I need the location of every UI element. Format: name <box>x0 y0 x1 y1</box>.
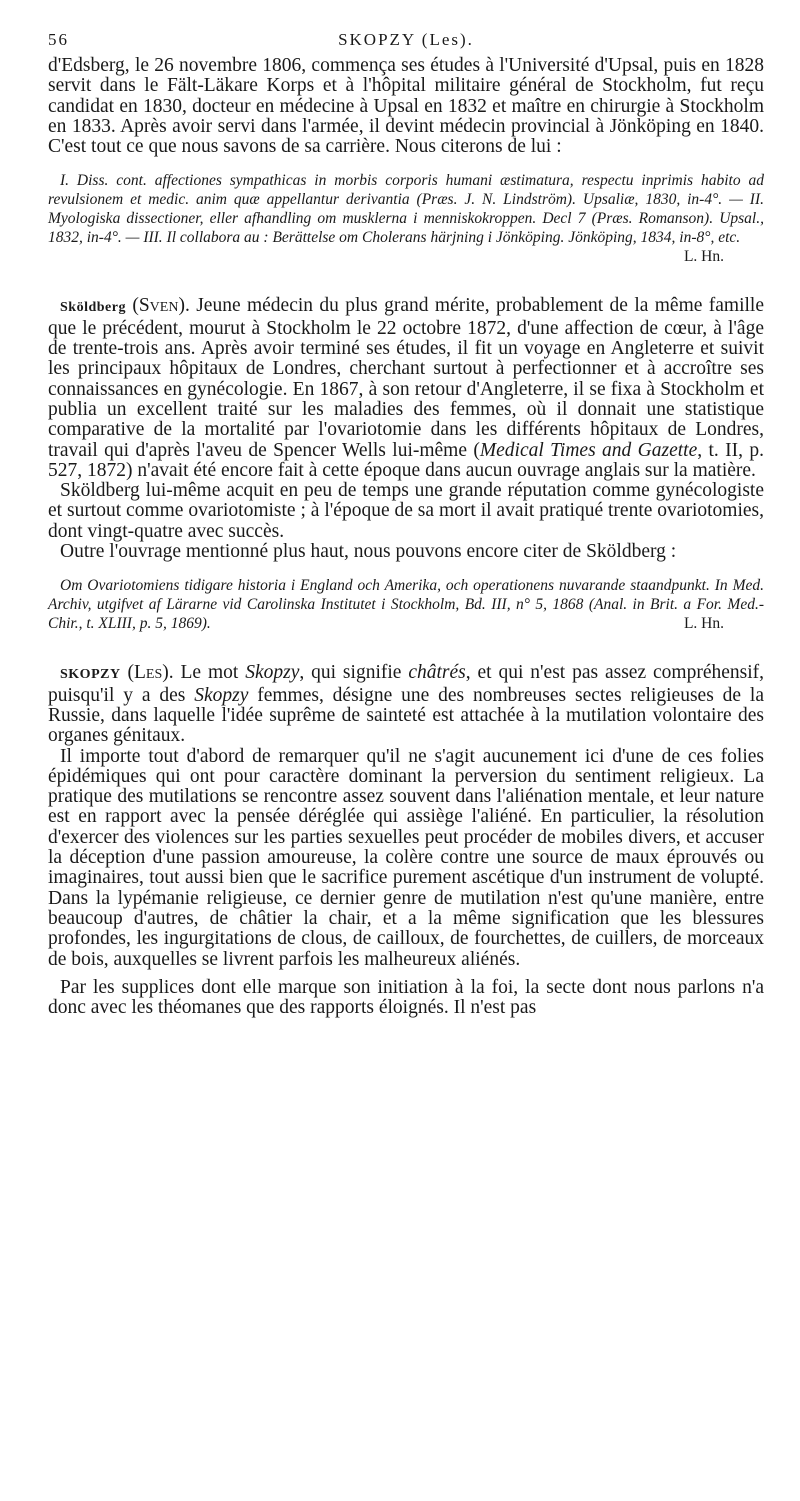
skopzy-paragraph-3: Par les supplices dont elle marque son initiation à la foi, la secte dont nous parlons n'a donc avec les théomanes que des rapports éloignés. Il n'est pas <box>48 976 764 1019</box>
edsberg-paragraph: d'Edsberg, le 26 novembre 1806, commença ses études à l'Université d'Upsal, puis en 1828 servit dans le Fält-Läkare Korps et à l'hôpital militaire général de Stockholm, fut reçu candidat en 1830, docteur en médecine à Upsal en 1832 et maître en chirurgie à Stockholm en 1833. Après avoir servi dans l'armée, il devint médecin provincial à Jönköping en 1840. C'est tout ce que nous savons de sa carrière. Nous citerons de lui : <box>48 55 764 158</box>
skoldberg-signature: L. Hn. <box>683 615 724 633</box>
skoldberg-entry <box>48 296 764 633</box>
skoldberg-paragraph-1-end: , t. II, p. 527, 1872) n'avait été encore fait à cette époque dans aucun ouvrage anglais sur la matière. <box>48 439 764 481</box>
skoldberg-given-name: (Sven). <box>132 295 190 317</box>
skopzy-text-d: femmes, désigne une des nombreuses sectes religieuses de la Russie, dans laquelle l'idée suprême de sainteté est attachée à la mutilation volontaire des organes génitaux. <box>48 684 764 747</box>
document-page <box>48 30 764 1018</box>
skopzy-text-c: , et qui n'est pas assez compréhensif, puisqu'il y a des <box>48 662 765 706</box>
edsberg-bibliography <box>48 171 764 266</box>
skopzy-text-a: Le mot <box>180 662 246 684</box>
skopzy-entry <box>48 663 764 1018</box>
skoldberg-citation: Medical Times and Gazette <box>479 439 698 461</box>
skoldberg-headword: Sköldberg <box>60 300 126 316</box>
skopzy-term-3: Skopzy <box>194 684 249 706</box>
skoldberg-paragraph-1 <box>48 296 764 481</box>
skopzy-paragraph-1 <box>48 663 764 746</box>
running-title: SKOPZY (Les). <box>338 30 474 49</box>
skoldberg-paragraph-2: Sköldberg lui-même acquit en peu de temps une grande réputation comme gynécologiste et surtout comme ovariotomiste ; à l'époque de sa mort il avait pratiqué trente ovariotomies, dont vingt-quatre avec succès. <box>48 480 764 542</box>
skoldberg-paragraph-1-text: Jeune médecin du plus grand mérite, probablement de la même famille que le précédent, mourut à Stockholm le 22 octobre 1872, d'une affection de cœur, à l'âge de trente-trois ans. Après avoir terminé ses études, il fit un voyage en Angleterre et suivit les principaux hôpitaux de Londres, cherchant surtout à perfectionner et à accroître ses connaissances en gynécologie. En 1867, à son retour d'Angleterre, il se fixa à Stockholm et publia un excellent traité sur les maladies des femmes, où il donnait une statistique comparative de la mortalité par l'ovariotomie dans les différents hôpitaux de Londres, travail qui d'après l'aveu de Spencer Wells lui-même ( <box>48 295 764 461</box>
page-number: 56 <box>48 30 69 49</box>
skopzy-paragraph-2: Il importe tout d'abord de remarquer qu'il ne s'agit aucunement ici d'une de ces folies épidémiques qui ont pour caractère dominant la perversion du sentiment religieux. La pratique des mutilations se rencontre assez souvent dans l'aliénation mentale, et leur nature est en rapport avec la pensée déréglée qui assiège l'aliéné. En particulier, la résolution d'exercer des violences sur les parties sexuelles peut procéder de mobiles divers, et accuser la déception d'une passion amoureuse, la colère contre une source de maux éprouvés ou imaginaires, tout aussi bien que le sacrifice purement ascétique d'un instrument de volupté. Dans la lypémanie religieuse, ce dernier genre de mutilation n'est qu'une manière, entre beaucoup d'autres, de châtier la chair, et a la même signification que les blessures profondes, les ingurgitations de clous, de cailloux, de fourchettes, de cuillers, de morceaux de bois, auxquelles se livrent parfois les malheureux aliénés. <box>48 745 764 970</box>
running-header <box>48 30 764 56</box>
skopzy-headword: SKOPZY <box>60 667 121 683</box>
skoldberg-bibliography <box>48 576 764 633</box>
skoldberg-paragraph-3: Outre l'ouvrage mentionné plus haut, nous pouvons encore citer de Sköldberg : <box>60 541 677 563</box>
skopzy-term-1: Skopzy <box>245 662 300 684</box>
skopzy-qualifier: (Les). <box>127 662 174 684</box>
skopzy-text-b: , qui signifie <box>299 662 409 684</box>
edsberg-entry <box>48 56 764 266</box>
edsberg-bibliography-text: I. Diss. cont. affectiones sympathicas in morbis corporis humani æstimatura, respectu inprimis habito ad revulsionem et medic. anim quæ appellantur derivantia (Præs. J. N. Lindström). Upsaliæ, 1830, in-4°. — II. Myologiska dissectioner, eller afhandling om musklerna i menniskokroppen. Decl 7 (Præs. Romanson). Upsal., 1832, in-4°. — III. Il collabora au : Berättelse om Cholerans härjning i Jönköping. Jönköping, 1834, in-8°, etc. <box>48 172 764 247</box>
skopzy-term-2: châtrés <box>408 662 466 684</box>
edsberg-signature: L. Hn. <box>683 248 724 266</box>
skoldberg-bibliography-text: Om Ovariotomiens tidigare historia i England och Amerika, och operationens nuvarande staandpunkt. In Med. Archiv, utgifvet af Lärarne vid Carolinska Institutet i Stockholm, Bd. III, n° 5, 1868 (Anal. in Brit. a For. Med.-Chir., t. XLIII, p. 5, 1869). <box>48 577 764 633</box>
